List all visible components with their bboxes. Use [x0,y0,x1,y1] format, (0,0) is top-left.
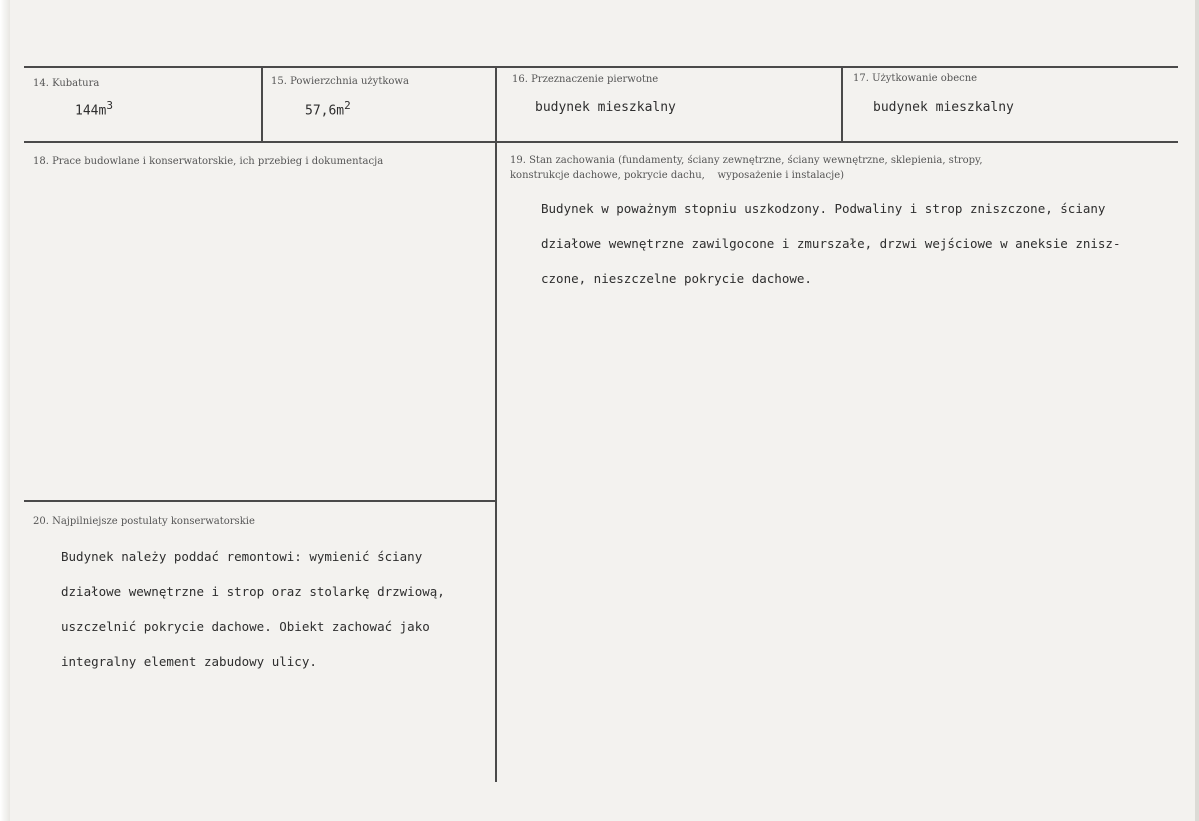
text-line: integralny element zabudowy ulicy. [61,654,317,669]
volume-value: 144m [75,103,107,119]
field-17-label: 17. Użytkowanie obecne [853,73,978,84]
text-line: działowe wewnętrzne zawilgocone i zmurszałe, drzwi wejściowe w aneksie znisz- [541,236,1121,251]
form-sheet [10,0,1199,821]
divider-14-15 [261,67,263,142]
field-20-text [61,539,445,679]
top-rule [24,66,1178,68]
text-line: czone, nieszczelne pokrycie dachowe. [541,271,812,286]
text-line: działowe wewnętrzne i strop oraz stolarkę drzwiową, [61,584,445,599]
paper-edge [0,0,10,821]
field-16-label: 16. Przeznaczenie pierwotne [512,74,659,85]
area-value: 57,6m [305,103,345,119]
divider-main [495,67,497,782]
text-line: Budynek w poważnym stopniu uszkodzony. Podwaliny i strop zniszczone, ściany [541,201,1106,216]
field-15-label: 15. Powierzchnia użytkowa [271,76,409,87]
field-19-label-line1: 19. Stan zachowania (fundamenty, ściany zewnętrzne, ściany wewnętrzne, sklepienia, stropy, [510,155,983,166]
text-line: Budynek należy poddać remontowi: wymienić ściany [61,549,423,564]
field-17-value: budynek mieszkalny [873,100,1014,115]
field-14-value [75,99,113,118]
field-14-label: 14. Kubatura [33,78,100,89]
row1-bottom-rule [24,141,1178,143]
section18-bottom-rule [24,500,496,502]
divider-16-17 [841,67,843,142]
volume-unit-exponent: 3 [106,99,113,112]
field-19-label-line2: konstrukcje dachowe, pokrycie dachu, wyposażenie i instalacje) [510,170,845,181]
area-unit-exponent: 2 [344,99,351,112]
field-18-label: 18. Prace budowlane i konserwatorskie, ich przebieg i dokumentacja [33,156,384,167]
field-19-text [541,191,1120,296]
field-15-value [305,99,351,118]
field-20-label: 20. Najpilniejsze postulaty konserwatorskie [33,516,255,527]
paper-edge-right [1195,0,1199,821]
field-16-value: budynek mieszkalny [535,100,676,115]
text-line: uszczelnić pokrycie dachowe. Obiekt zachować jako [61,619,430,634]
